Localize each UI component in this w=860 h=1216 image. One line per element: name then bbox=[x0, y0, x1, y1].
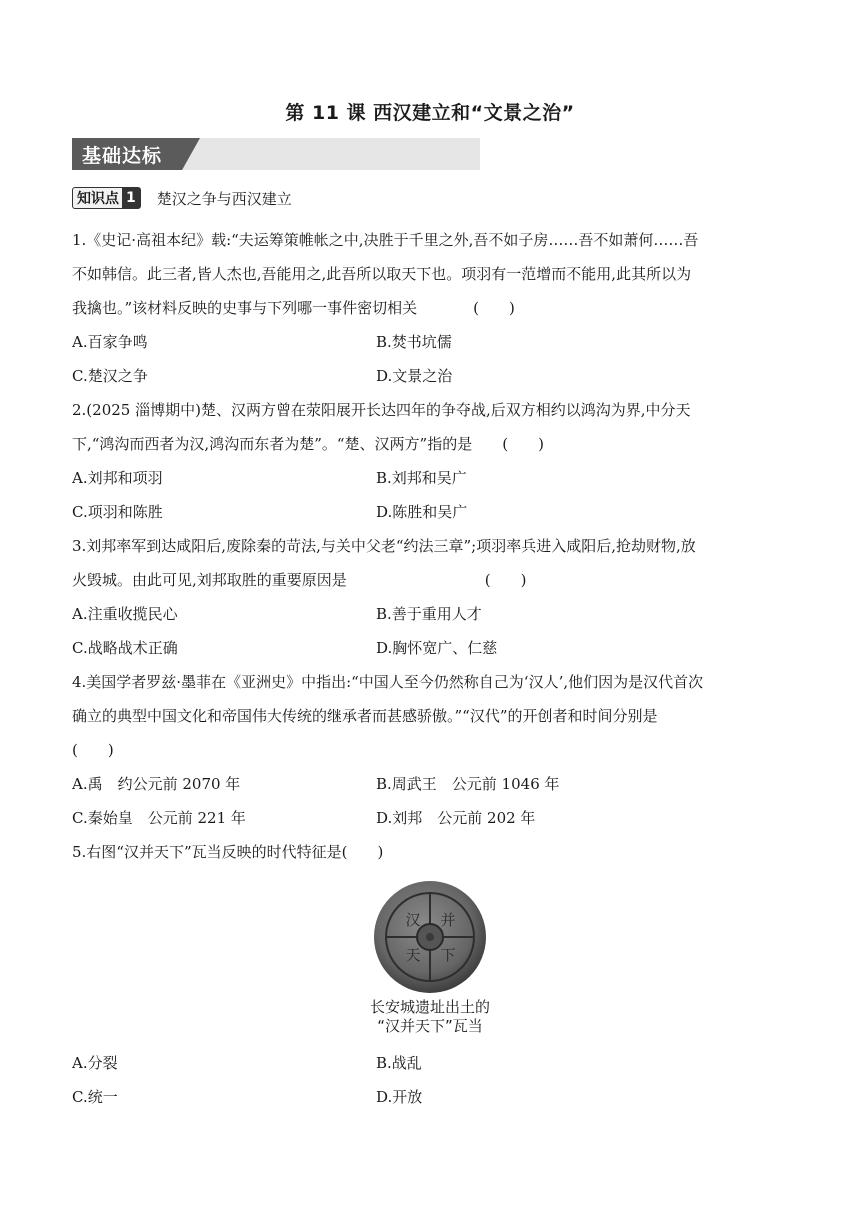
q3-line-1: 3.刘邦率军到达咸阳后,废除秦的苛法,与关中父老“约法三章”;项羽率兵进入咸阳后,抢劫财物,放 bbox=[72, 537, 696, 555]
page-title: 第 11 课 西汉建立和“文景之治” bbox=[285, 102, 575, 124]
q2-answer-blank[interactable]: ( ) bbox=[502, 435, 544, 453]
q4-option-a[interactable]: A.禹 约公元前 2070 年 bbox=[72, 775, 241, 793]
q2-line-2-text: 下,“鸿沟而西者为汉,鸿沟而东者为楚”。“楚、汉两方”指的是 bbox=[72, 435, 473, 453]
q4-option-c[interactable]: C.秦始皇 公元前 221 年 bbox=[72, 809, 246, 827]
q1-line-3-text: 我擒也。”该材料反映的史事与下列哪一事件密切相关 bbox=[72, 299, 418, 317]
q1-option-b[interactable]: B.焚书坑儒 bbox=[376, 333, 452, 351]
q1-option-d[interactable]: D.文景之治 bbox=[376, 367, 453, 385]
q2-option-a[interactable]: A.刘邦和项羽 bbox=[72, 469, 163, 487]
q5-line-1: 5.右图“汉并天下”瓦当反映的时代特征是( ) bbox=[72, 843, 384, 861]
figure-caption-line-1: 长安城遗址出土的 bbox=[369, 998, 490, 1016]
section-banner bbox=[72, 138, 480, 170]
q2-line-1: 2.(2025 淄博期中)楚、汉两方曾在荥阳展开长达四年的争夺战,后双方相约以鸿沟为界,中分天 bbox=[72, 401, 691, 419]
q4-option-d[interactable]: D.刘邦 公元前 202 年 bbox=[376, 809, 536, 827]
q3-option-d[interactable]: D.胸怀宽广、仁慈 bbox=[376, 639, 498, 657]
q3-option-c[interactable]: C.战略战术正确 bbox=[72, 639, 178, 657]
tile-char-1: 汉 bbox=[405, 911, 421, 929]
q4-option-b[interactable]: B.周武王 公元前 1046 年 bbox=[376, 775, 560, 793]
q1-option-a[interactable]: A.百家争鸣 bbox=[72, 333, 148, 351]
q3-option-b[interactable]: B.善于重用人才 bbox=[376, 605, 482, 623]
tile-end-image bbox=[368, 878, 492, 996]
q5-option-b[interactable]: B.战乱 bbox=[376, 1054, 422, 1072]
q5-option-a[interactable]: A.分裂 bbox=[72, 1054, 118, 1072]
q3-option-a[interactable]: A.注重收揽民心 bbox=[72, 605, 178, 623]
q3-answer-blank[interactable]: ( ) bbox=[484, 571, 527, 589]
q2-option-b[interactable]: B.刘邦和吴广 bbox=[376, 469, 467, 487]
knowledge-point-header bbox=[72, 186, 292, 210]
q4-answer-blank[interactable]: ( ) bbox=[72, 741, 114, 759]
q1-line-1: 1.《史记·高祖本纪》载:“夫运筹策帷帐之中,决胜于千里之外,吾不如子房……吾不如萧何……吾 bbox=[72, 231, 699, 249]
tile-char-2: 并 bbox=[440, 911, 456, 929]
figure-caption-line-2: “汉并天下”瓦当 bbox=[377, 1017, 483, 1035]
q1-answer-blank[interactable]: ( ) bbox=[473, 299, 515, 317]
q2-line-2 bbox=[72, 434, 544, 454]
q2-option-c[interactable]: C.项羽和陈胜 bbox=[72, 503, 163, 521]
knowledge-point-number: 1 bbox=[122, 188, 140, 208]
section-label: 基础达标 bbox=[82, 145, 163, 167]
q4-line-1: 4.美国学者罗兹·墨菲在《亚洲史》中指出:“中国人至今仍然称自己为‘汉人’,他们因为是汉代首次 bbox=[72, 673, 704, 691]
q1-line-3 bbox=[72, 298, 515, 318]
tile-end-illustration bbox=[368, 878, 492, 996]
knowledge-point-title: 楚汉之争与西汉建立 bbox=[156, 189, 292, 208]
q1-line-2: 不如韩信。此三者,皆人杰也,吾能用之,此吾所以取天下也。项羽有一范增而不能用,此其所以为 bbox=[72, 265, 692, 283]
q5-option-d[interactable]: D.开放 bbox=[376, 1088, 423, 1106]
q5-option-c[interactable]: C.统一 bbox=[72, 1088, 118, 1106]
q3-line-2-text: 火毁城。由此可见,刘邦取胜的重要原因是 bbox=[72, 571, 347, 589]
q2-option-d[interactable]: D.陈胜和吴广 bbox=[376, 503, 468, 521]
tile-center-dot bbox=[426, 933, 434, 941]
q4-line-2: 确立的典型中国文化和帝国伟大传统的继承者而甚感骄傲。”“汉代”的开创者和时间分别是 bbox=[72, 707, 658, 725]
q1-option-c[interactable]: C.楚汉之争 bbox=[72, 367, 148, 385]
tile-char-4: 下 bbox=[440, 946, 456, 964]
tile-char-3: 天 bbox=[405, 946, 421, 964]
knowledge-point-tag bbox=[72, 187, 141, 209]
knowledge-point-tag-label: 知识点 bbox=[77, 191, 119, 207]
q3-line-2 bbox=[72, 570, 527, 590]
